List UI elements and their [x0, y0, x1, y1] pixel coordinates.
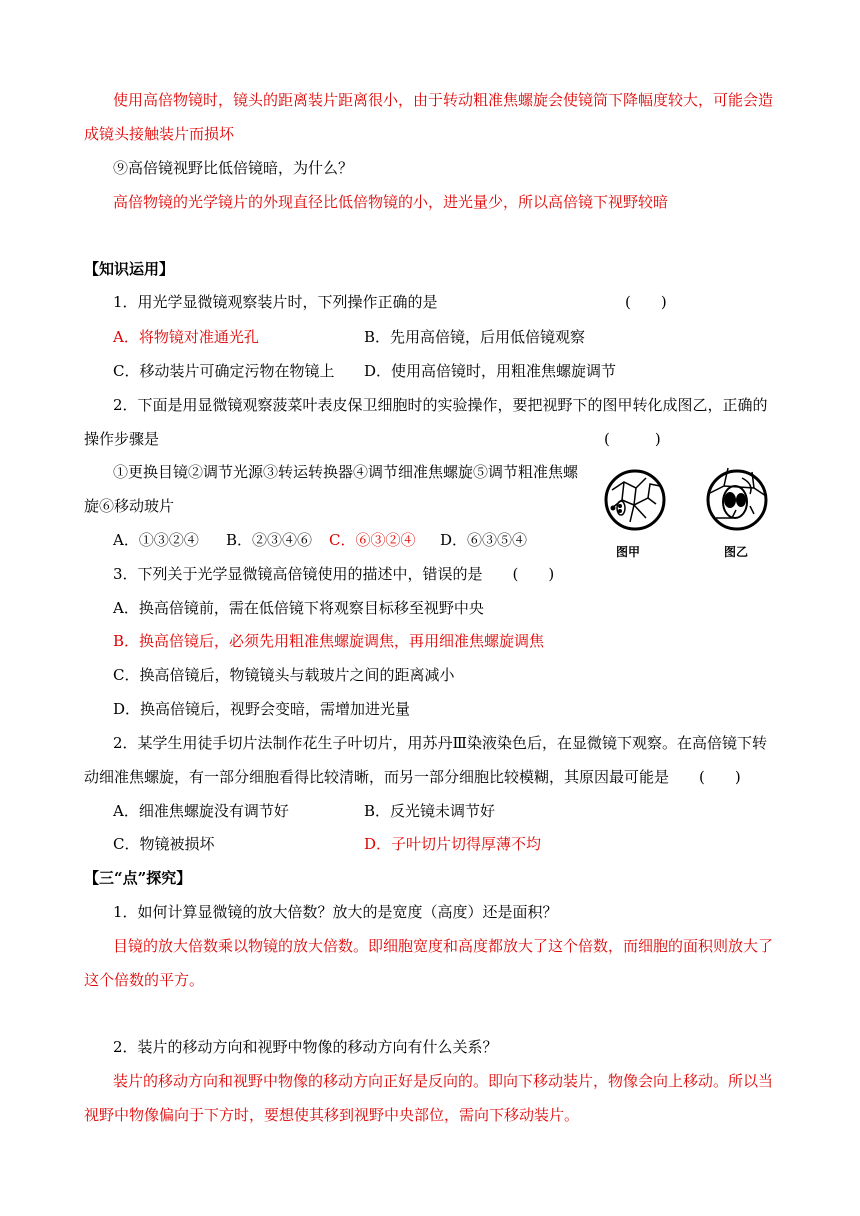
question-text: 2．下面是用显微镜观察菠菜叶表皮保卫细胞时的实验操作，要把视野下的图甲转化成图乙，正确的 — [113, 396, 768, 414]
option-text: A．将物镜对准通光孔 — [113, 328, 259, 346]
question-text: 2．某学生用徒手切片法制作花生子叶切片，用苏丹Ⅲ染液染色后，在显微镜下观察。在高倍镜下转 — [113, 734, 768, 752]
option-text: D．换高倍镜后，视野会变暗，需增加进光量 — [113, 700, 411, 718]
section-heading: 【三“点”探究】 — [84, 869, 192, 887]
option-text: B．反光镜未调节好 — [364, 802, 496, 820]
option-text: B．先用高倍镜，后用低倍镜观察 — [364, 328, 586, 346]
question-text: 1．用光学显微镜观察装片时，下列操作正确的是 — [113, 293, 438, 311]
answer-text: 成镜头接触装片而损坏 — [84, 125, 235, 143]
option-text: C．换高倍镜后，物镜镜头与载玻片之间的距离减小 — [113, 666, 455, 684]
question-text: 3．下列关于光学显微镜高倍镜使用的描述中，错误的是 ( ) — [113, 565, 555, 583]
answer-text: 使用高倍物镜时，镜头的距离装片距离很小，由于转动粗准焦螺旋会使镜筒下降幅度较大，可能会造 — [113, 91, 774, 109]
microscope-figures — [604, 460, 784, 560]
answer-text: 装片的移动方向和视野中物像的移动方向正好是反向的。即向下移动装片，物像会向上移动。所以当 — [113, 1072, 774, 1090]
question-text: 1．如何计算显微镜的放大倍数？放大的是宽度（高度）还是面积？ — [113, 903, 558, 921]
answer-text: 视野中物像偏向于下方时，要想使其移到视野中央部位，需向下移动装片。 — [84, 1106, 580, 1124]
option-text: C．⑥③②④ — [329, 531, 416, 549]
question-text: 动细准焦螺旋，有一部分细胞看得比较清晰，而另一部分细胞比较模糊，其原因最可能是 ( ) — [84, 768, 741, 786]
answer-text: 目镜的放大倍数乘以物镜的放大倍数。即细胞宽度和高度都放大了这个倍数，而细胞的面积则放大了 — [113, 937, 774, 955]
figure-yi-caption: 图乙 — [724, 545, 749, 559]
option-text: D．使用高倍镜时，用粗准焦螺旋调节 — [364, 362, 617, 380]
figure-yi-icon — [708, 468, 766, 529]
section-heading: 【知识运用】 — [84, 260, 175, 278]
option-text: A．细准焦螺旋没有调节好 — [113, 802, 289, 820]
option-text: C．移动装片可确定污物在物镜上 — [113, 362, 335, 380]
question-text: ⑨高倍镜视野比低倍镜暗，为什么？ — [113, 159, 354, 177]
answer-text: 高倍物镜的光学镜片的外现直径比低倍物镜的小，进光量少，所以高倍镜下视野较暗 — [113, 193, 669, 211]
option-text: A．换高倍镜前，需在低倍镜下将观察目标移至视野中央 — [113, 599, 484, 617]
option-text: B．换高倍镜后，必须先用粗准焦螺旋调焦，再用细准焦螺旋调焦 — [113, 632, 545, 650]
option-text: A．①③②④ — [113, 531, 199, 549]
figure-jia-caption: 图甲 — [616, 545, 641, 559]
answer-text: 这个倍数的平方。 — [84, 971, 205, 989]
question-text: ①更换目镜②调节光源③转运转换器④调节细准焦螺旋⑤调节粗准焦螺 — [113, 463, 579, 481]
option-text: D．⑥③⑤④ — [440, 531, 528, 549]
question-text: 操作步骤是 — [84, 430, 160, 448]
question-text: 旋⑥移动玻片 — [84, 497, 175, 515]
question-text: 2．装片的移动方向和视野中物像的移动方向有什么关系？ — [113, 1038, 498, 1056]
option-text: B．②③④⑥ — [226, 531, 313, 549]
microscope-field-illustration — [604, 460, 784, 560]
answer-parenthesis: ( ) — [604, 430, 661, 448]
answer-parenthesis: ( ) — [625, 293, 667, 311]
option-text: C．物镜被损坏 — [113, 835, 215, 853]
figure-jia-icon — [606, 471, 664, 529]
option-text: D．子叶切片切得厚薄不均 — [364, 835, 542, 853]
